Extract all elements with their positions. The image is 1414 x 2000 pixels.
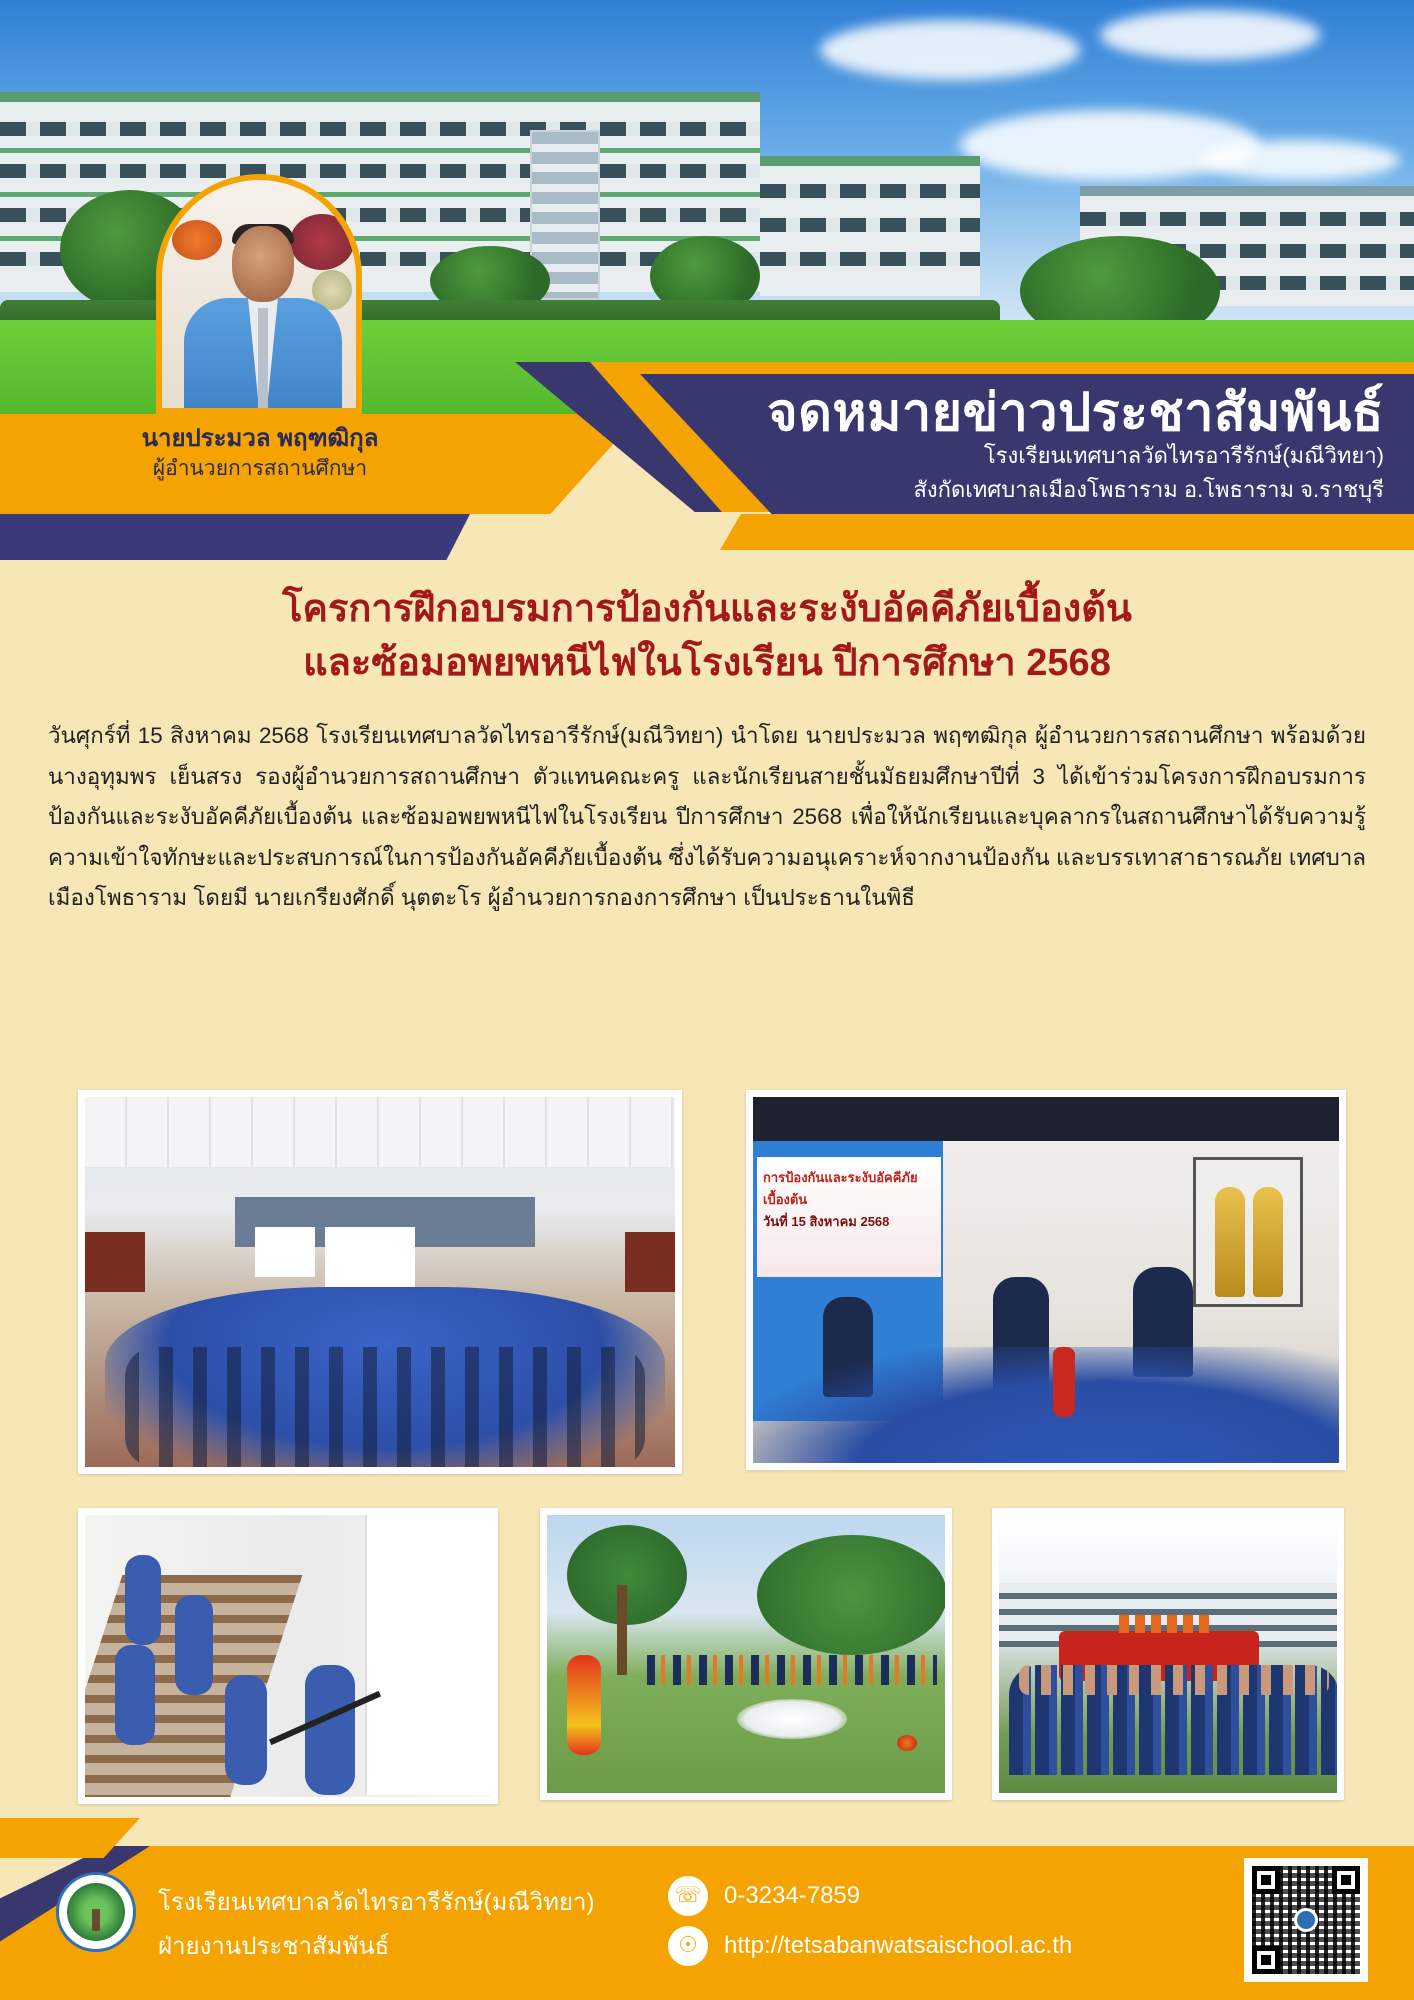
headline-line-1: โครการฝึกอบรมการป้องกันและระงับอัคคีภัยเบื้องต้น bbox=[282, 588, 1132, 630]
orange-band-right bbox=[720, 514, 1414, 550]
cloud bbox=[820, 20, 1080, 80]
newsletter-title: จดหมายข่าวประชาสัมพันธ์ bbox=[767, 384, 1384, 442]
globe-icon: ☉ bbox=[668, 1926, 708, 1966]
article-headline bbox=[60, 582, 1354, 690]
photo-training-demo bbox=[746, 1090, 1346, 1470]
cloud bbox=[1100, 10, 1320, 60]
photo-group-fire-truck bbox=[992, 1508, 1344, 1800]
director-portrait bbox=[156, 174, 362, 414]
qr-code[interactable] bbox=[1244, 1858, 1368, 1982]
footer-orange-band bbox=[0, 1846, 1414, 2000]
cloud bbox=[1200, 140, 1400, 180]
photo-outdoor-practice bbox=[540, 1508, 952, 1800]
footer-website[interactable]: http://tetsabanwatsaischool.ac.th bbox=[724, 1932, 1073, 1959]
training-banner bbox=[757, 1157, 941, 1277]
phone-icon: ☏ bbox=[668, 1876, 708, 1916]
article-body: วันศุกร์ที่ 15 สิงหาคม 2568 โรงเรียนเทศบาลวัดไทรอารีรักษ์(มณีวิทยา) นำโดย นายประมวล พฤฑฒิกุล ผู้อำนวยการสถานศึกษา พร้อมด้วย นางอุทุมพร เย็นสรง รองผู้อำนวยการสถานศึกษา ตัวแทนคณะครู และนักเรียนสายชั้นมัธยมศึกษาปีที่ 3 ได้เข้าร่วมโครงการฝึกอบรมการป้องกันและระงับอัคคีภัยเบื้องต้น และซ้อมอพยพหนีไฟในโรงเรียน ปีการศึกษา 2568 เพื่อให้นักเรียนและบุคลากรในสถานศึกษาได้รับความรู้ ความเข้าใจทักษะและประสบการณ์ในการป้องกันอัคคีภัยเบื้องต้น ซึ่งได้รับความอนุเคราะห์จากงานป้องกัน และบรรเทาสาธารณภัย เทศบาลเมืองโพธาราม โดยมี นายเกรียงศักดิ์ นุตตะโร ผู้อำนวยการกองการศึกษา เป็นประธานในพิธี bbox=[48, 723, 1366, 910]
school-building-wing bbox=[760, 156, 980, 296]
banner-line-2: วันที่ 15 สิงหาคม 2568 bbox=[763, 1214, 890, 1229]
header-banner bbox=[0, 0, 1414, 560]
footer-department: ฝ่ายงานประชาสัมพันธ์ bbox=[158, 1933, 390, 1960]
photo-assembly-hall bbox=[78, 1090, 682, 1474]
navy-band-left bbox=[0, 514, 470, 560]
school-affiliation: สังกัดเทศบาลเมืองโพธาราม อ.โพธาราม จ.ราชบุรี bbox=[913, 477, 1384, 502]
headline-line-2: และซ้อมอพยพหนีไฟในโรงเรียน ปีการศึกษา 2568 bbox=[303, 642, 1111, 684]
banner-line-1: การป้องกันและระงับอัคคีภัยเบื้องต้น bbox=[763, 1170, 918, 1207]
director-title: ผู้อำนวยการสถานศึกษา bbox=[152, 457, 368, 480]
footer-school-name: โรงเรียนเทศบาลวัดไทรอารีรักษ์(มณีวิทยา) bbox=[158, 1889, 595, 1916]
photo-stair-evacuation bbox=[78, 1508, 498, 1804]
footer-phone[interactable]: 0-3234-7859 bbox=[724, 1882, 861, 1909]
director-name: นายประมวล พฤฑฒิกุล bbox=[141, 425, 379, 452]
school-logo bbox=[56, 1872, 136, 1952]
school-name: โรงเรียนเทศบาลวัดไทรอารีรักษ์(มณีวิทยา) bbox=[983, 443, 1384, 468]
